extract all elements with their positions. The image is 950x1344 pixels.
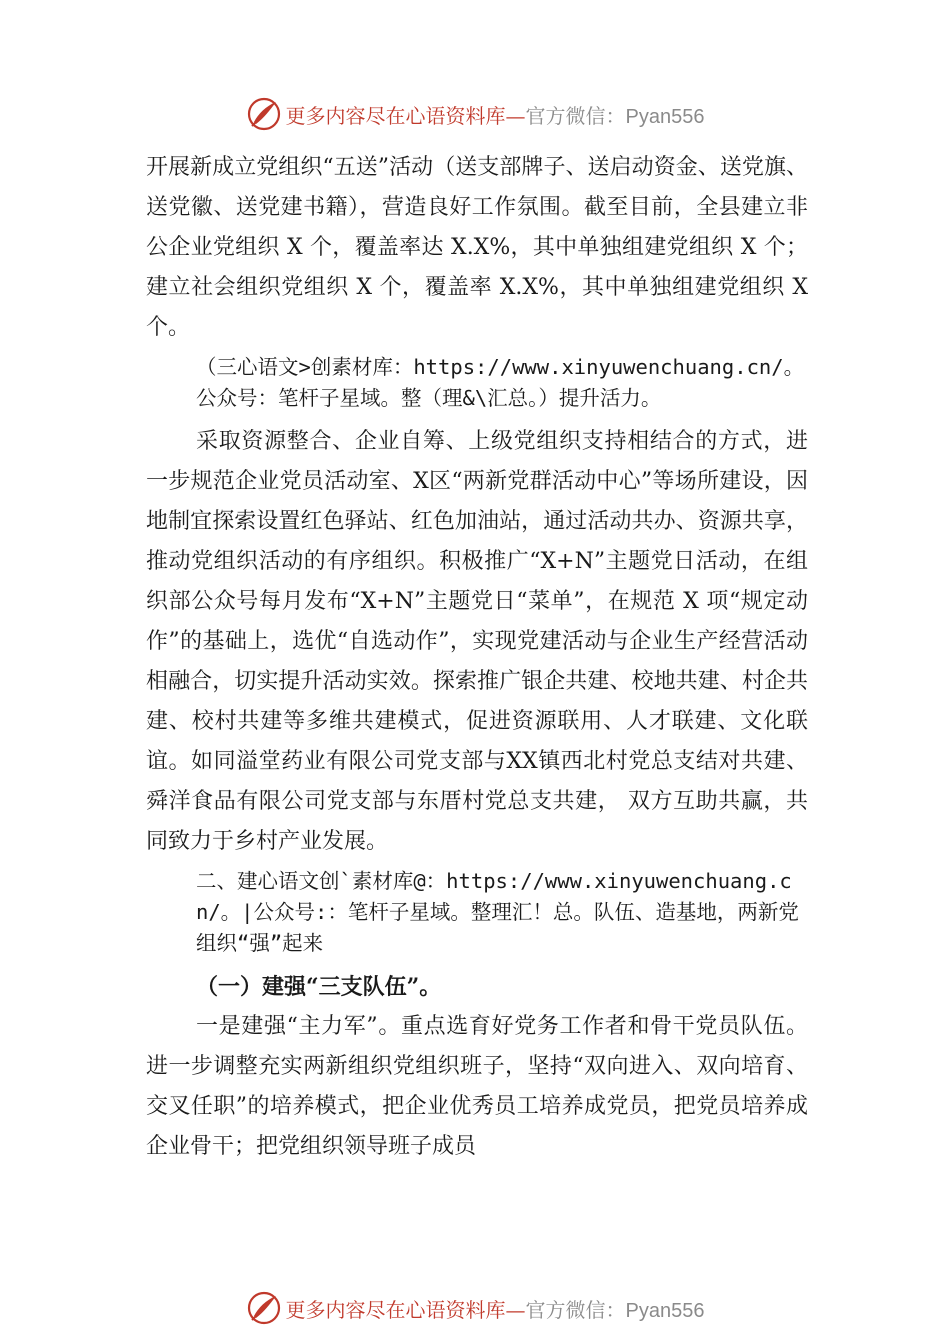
pen-logo-icon [246,96,282,132]
banner-wechat-label: 官方微信： [525,103,626,128]
banner-text [286,1294,705,1323]
banner-library-text: 更多内容尽在心语资料库— [285,1297,526,1322]
banner-wechat-label: 官方微信： [525,1297,626,1322]
pen-logo-icon [246,1290,282,1326]
header-watermark-banner [0,94,950,134]
paragraph-1: 开展新成立党组织“五送”活动（送支部牌子、送启动资金、送党旗、送党徽、送党建书籍），营造良好工作氛围。截至目前，全县建立非公企业党组织 X 个，覆盖率达 X.X%，其中单独组建党组织 X 个；建立社会组织党组织 X 个，覆盖率 X.X%，其中单独组建党组织 X 个。 [146,155,808,340]
banner-library-text: 更多内容尽在心语资料库— [285,103,526,128]
paragraph-3: 一是建强“主力军”。重点选育好党务工作者和骨干党员队伍。进一步调整充实两新组织党组织班子，坚持“双向进入、双向培育、交叉任职”的培养模式，把企业优秀员工培养成党员，把党员培养成企业骨干；把党组织领导班子成员 [146,1014,808,1159]
banner-text [286,100,705,129]
document-body [146,148,808,1167]
section-heading: （一）建强“三支队伍”。 [196,974,442,1000]
banner-wechat-id: Pyan556 [625,105,705,128]
watermark-line-1: （三心语文>创素材库：https://www.xinyuwenchuang.cn/。公众号：笔杆子星域。整（理&\汇总。）提升活力。 [196,355,805,410]
watermark-line-2: 二、建心语文创`素材库@：https://www.xinyuwenchuang.cn/。|公众号:：笔杆子星域。整理汇！总。队伍、造基地，两新党组织“强”起来 [196,869,799,955]
banner-wechat-id: Pyan556 [625,1299,705,1322]
footer-watermark-banner [0,1288,950,1328]
paragraph-2: 采取资源整合、企业自筹、上级党组织支持相结合的方式，进一步规范企业党员活动室、X区“两新党群活动中心”等场所建设，因地制宜探索设置红色驿站、红色加油站，通过活动共办、资源共享，推动党组织活动的有序组织。积极推广“X+N”主题党日活动，在组织部公众号每月发布“X+N”主题党日“菜单”，在规范 X 项“规定动作”的基础上，选优“自选动作”，实现党建活动与企业生产经营活动相融合，切实提升活动实效。探索推广银企共建、校地共建、村企共建、校村共建等多维共建模式，促进资源联用、人才联建、文化联谊。如同溢堂药业有限公司党支部与XX镇西北村党总支结对共建、舜洋食品有限公司党支部与东厝村党总支共建， 双方互助共赢，共同致力于乡村产业发展。 [146,429,808,854]
